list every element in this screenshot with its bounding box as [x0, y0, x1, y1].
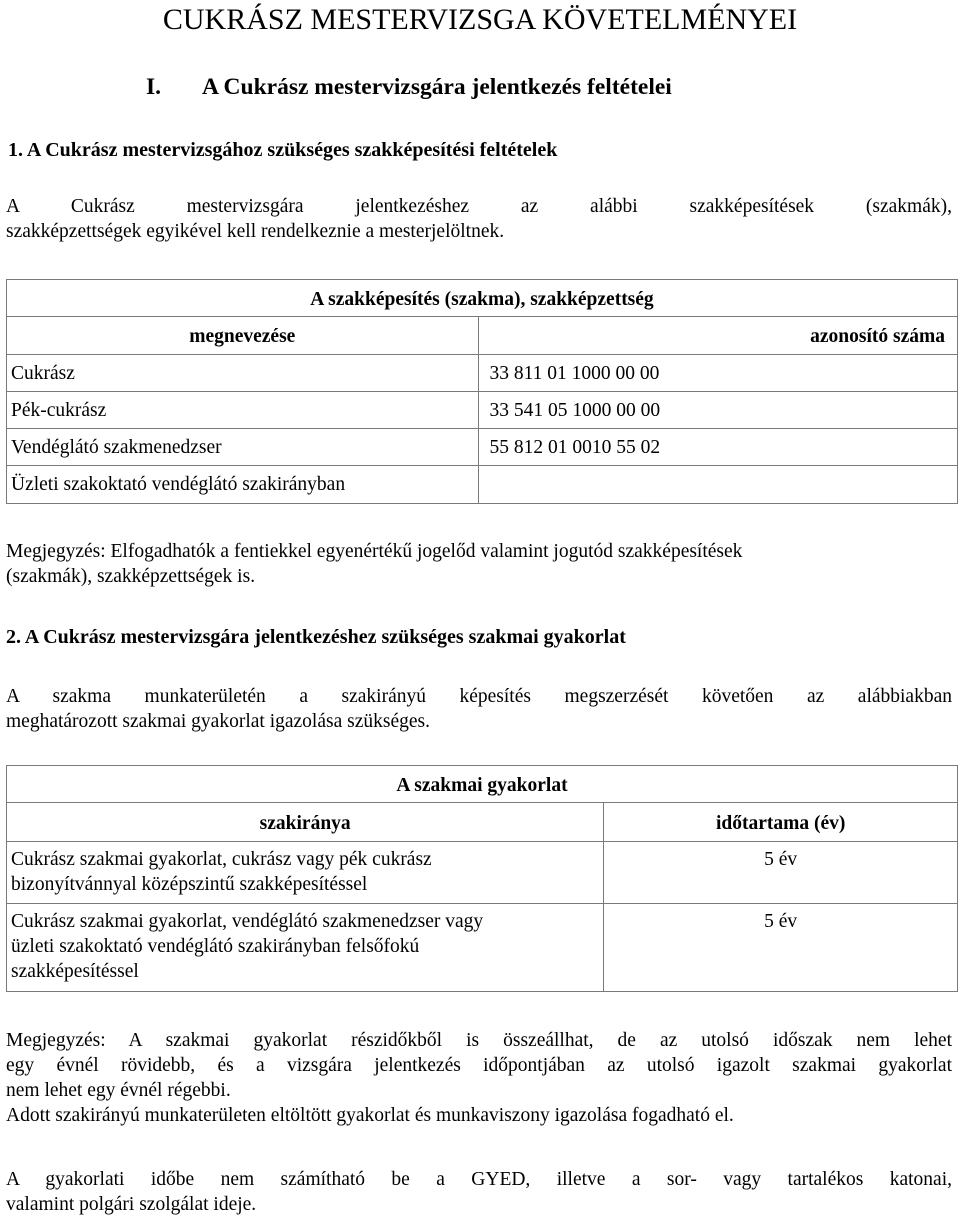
- practice-duration: 5 év: [604, 904, 958, 992]
- practice-table-caption: A szakmai gyakorlat: [7, 766, 958, 803]
- intro-line: A Cukrász mestervizsgára jelentkezéshez az alábbi szakképesítések (szakmák),: [6, 196, 952, 217]
- qualification-name: Pék-cukrász: [7, 392, 479, 429]
- note-line: Megjegyzés: A szakmai gyakorlat részidőkből is összeállhat, de az utolsó időszak nem lehet: [6, 1030, 952, 1051]
- subsection-1-heading: 1. A Cukrász mestervizsgához szükséges szakképesítési feltételek: [8, 139, 558, 161]
- practice-direction-line: szakképesítéssel: [11, 961, 139, 982]
- section-title: A Cukrász mestervizsgára jelentkezés feltételei: [202, 74, 672, 100]
- note-2: [6, 1028, 952, 1128]
- table-row: [7, 466, 958, 504]
- subsection-2-heading: 2. A Cukrász mestervizsgára jelentkezéshez szükséges szakmai gyakorlat: [6, 626, 626, 648]
- column-header-duration: időtartama (év): [604, 803, 958, 842]
- intro-line: A szakma munkaterületén a szakirányú képesítés megszerzését követően az alábbiakban: [6, 686, 952, 707]
- practice-direction-line: Cukrász szakmai gyakorlat, cukrász vagy pék cukrász: [11, 849, 432, 870]
- practice-table: [6, 765, 958, 992]
- qualification-name: Üzleti szakoktató vendéglátó szakirányban: [7, 466, 479, 504]
- practice-direction: [7, 842, 604, 904]
- subsection-1-intro: [6, 194, 952, 244]
- qualification-id: 33 811 01 1000 00 00: [478, 355, 957, 392]
- table-row: [7, 355, 958, 392]
- note-line: Megjegyzés: Elfogadhatók a fentiekkel egyenértékű jogelőd valamint jogutód szakképesítések: [6, 541, 743, 562]
- practice-direction-line: bizonyítvánnyal középszintű szakképesítéssel: [11, 874, 368, 895]
- note-3: [6, 1167, 952, 1217]
- note-1: [6, 539, 952, 589]
- qualification-name: Vendéglátó szakmenedzser: [7, 429, 479, 466]
- qualification-name: Cukrász: [7, 355, 479, 392]
- qualification-table: [6, 279, 958, 504]
- practice-direction: [7, 904, 604, 992]
- intro-line: meghatározott szakmai gyakorlat igazolása szükséges.: [6, 711, 430, 732]
- table-row: [7, 842, 958, 904]
- note-line: Adott szakirányú munkaterületen eltöltött gyakorlat és munkaviszony igazolása fogadható el.: [6, 1105, 734, 1126]
- table-row: [7, 429, 958, 466]
- qualification-table-caption: A szakképesítés (szakma), szakképzettség: [7, 280, 958, 317]
- qualification-id: 55 812 01 0010 55 02: [478, 429, 957, 466]
- practice-direction-line: Cukrász szakmai gyakorlat, vendéglátó szakmenedzser vagy: [11, 911, 484, 932]
- qualification-id: 33 541 05 1000 00 00: [478, 392, 957, 429]
- note-line: (szakmák), szakképzettségek is.: [6, 566, 256, 587]
- note-line: A gyakorlati időbe nem számítható be a GYED, illetve a sor- vagy tartalékos katonai,: [6, 1169, 952, 1190]
- note-line: valamint polgári szolgálat ideje.: [6, 1194, 257, 1215]
- column-header-direction: szakiránya: [7, 803, 604, 842]
- section-number: I.: [146, 74, 162, 100]
- column-header-id: azonosító száma: [478, 317, 957, 355]
- intro-line: szakképzettségek egyikével kell rendelkeznie a mesterjelöltnek.: [6, 221, 505, 242]
- column-header-name: megnevezése: [7, 317, 479, 355]
- practice-duration: 5 év: [604, 842, 958, 904]
- table-row: [7, 392, 958, 429]
- subsection-2-intro: [6, 684, 952, 734]
- qualification-id: [478, 466, 957, 504]
- note-line: egy évnél rövidebb, és a vizsgára jelentkezés időpontjában az utolsó igazolt szakmai gyakorlat: [6, 1055, 952, 1076]
- section-heading: [146, 72, 672, 102]
- table-row: [7, 904, 958, 992]
- practice-direction-line: üzleti szakoktató vendéglátó szakirányban felsőfokú: [11, 936, 420, 957]
- page-title: CUKRÁSZ MESTERVIZSGA KÖVETELMÉNYEI: [162, 3, 798, 36]
- note-line: nem lehet egy évnél régebbi.: [6, 1080, 231, 1101]
